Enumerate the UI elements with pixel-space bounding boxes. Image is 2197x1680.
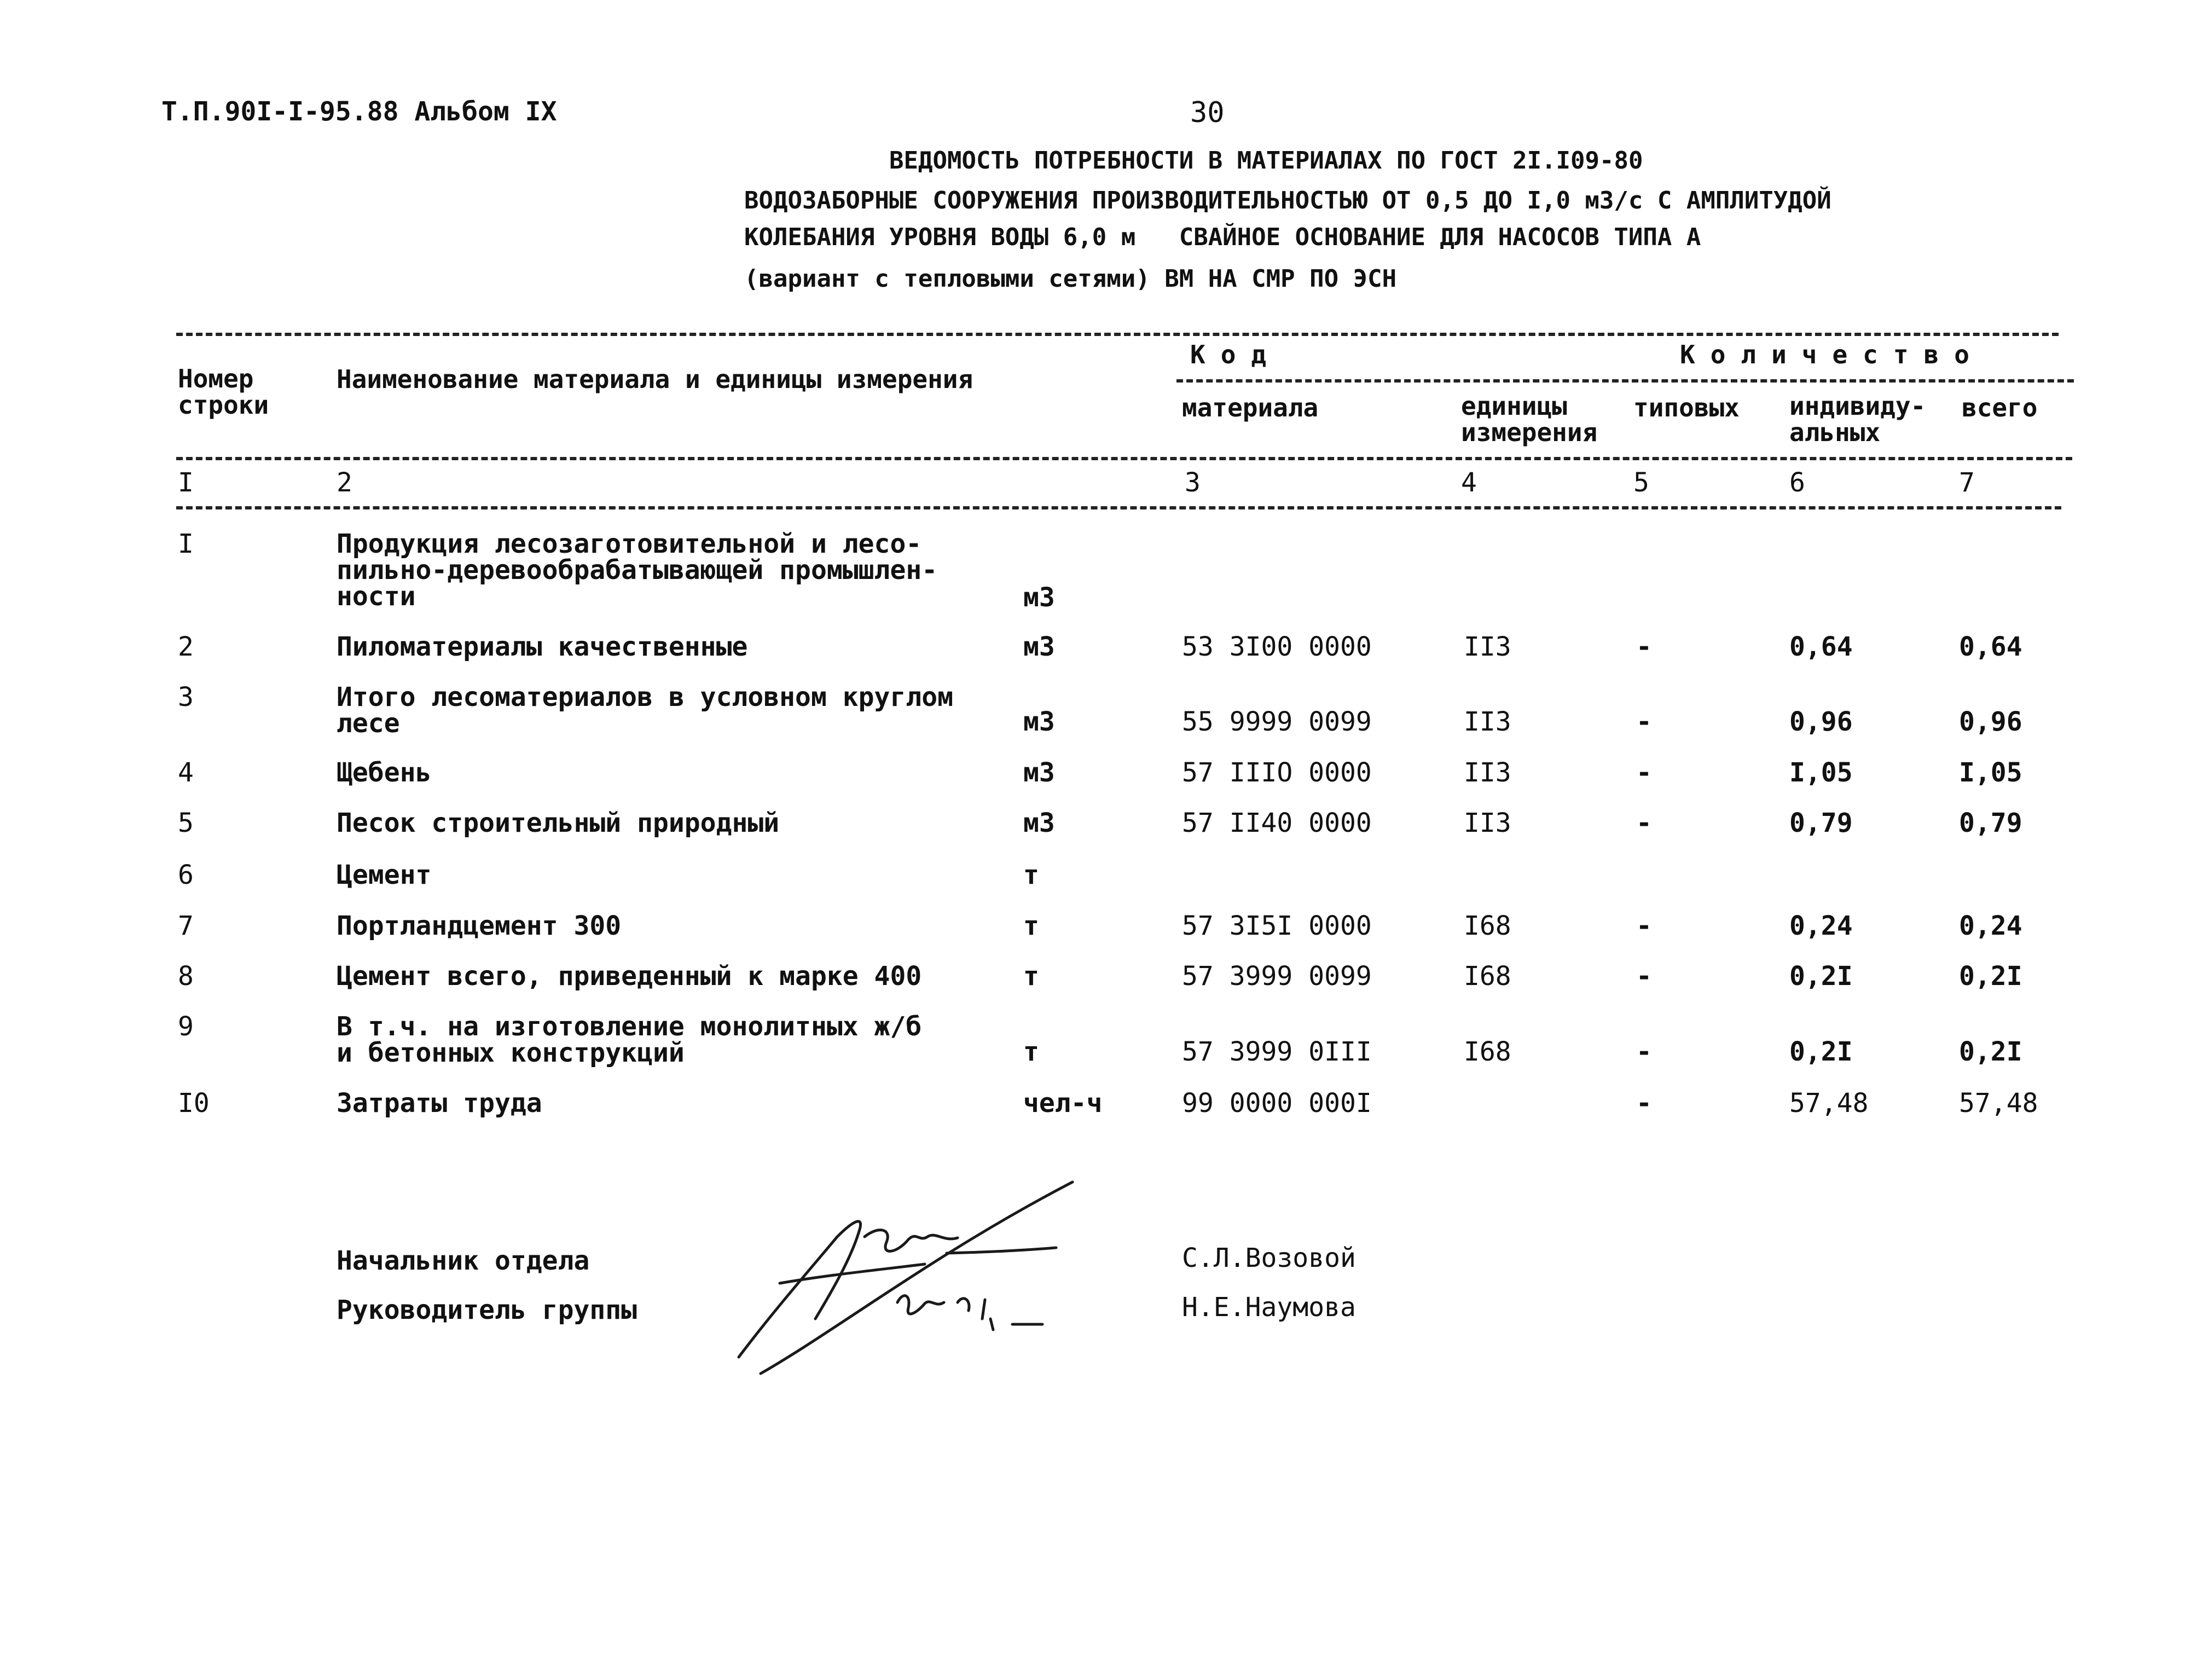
material-name: Песок строительный природный [337, 808, 780, 838]
qty-typical: - [1636, 632, 1652, 662]
header-material-name: Наименование материала и единицы измерения [337, 364, 973, 394]
unit: м3 [1023, 757, 1055, 788]
material-code: 57 3I5I 0000 [1182, 911, 1372, 941]
qty-individual: 0,24 [1789, 911, 1853, 941]
unit: м3 [1023, 632, 1055, 662]
unit-code: I68 [1464, 911, 1511, 941]
column-number-3: 3 [1185, 467, 1201, 498]
qty-total: I,05 [1959, 757, 2022, 788]
row-number: 2 [178, 632, 194, 662]
header-code-group: Код [1190, 340, 1282, 369]
material-name: Продукция лесозаготовительной и лесо- пильно-деревообрабатывающей промышлен- ности [337, 529, 938, 612]
column-number-1: I [178, 467, 194, 498]
unit: м3 [1023, 582, 1055, 613]
material-name: Итого лесоматериалов в условном круглом лесе [337, 682, 954, 739]
column-number-4: 4 [1461, 467, 1477, 498]
material-code: 57 3999 0III [1182, 1036, 1372, 1067]
header-unit-code: единицы измерения [1461, 391, 1598, 447]
qty-typical: - [1636, 706, 1652, 737]
qty-total: 0,96 [1959, 706, 2022, 737]
qty-typical: - [1636, 808, 1652, 838]
material-name: Щебень [337, 757, 432, 788]
table-top-rule [176, 333, 2059, 336]
qty-individual: 0,2I [1789, 1036, 1853, 1067]
handwritten-signature-icon [728, 1177, 1100, 1379]
qty-total: 57,48 [1959, 1088, 2038, 1119]
unit-code: I68 [1464, 961, 1511, 992]
qty-total: 0,24 [1959, 911, 2022, 941]
qty-total: 0,64 [1959, 632, 2022, 662]
page-number: 30 [1190, 96, 1225, 129]
row-number: I [178, 529, 194, 559]
qty-total: 0,2I [1959, 1036, 2022, 1067]
title-line-2: ВОДОЗАБОРНЫЕ СООРУЖЕНИЯ ПРОИЗВОДИТЕЛЬНОСТЬЮ ОТ 0,5 ДО I,0 м3/с С АМПЛИТУДОЙ [744, 187, 1831, 215]
title-line-3: КОЛЕБАНИЯ УРОВНЯ ВОДЫ 6,0 м СВАЙНОЕ ОСНОВАНИЕ ДЛЯ НАСОСОВ ТИПА А [744, 223, 1701, 251]
column-number-7: 7 [1959, 467, 1975, 498]
column-number-rule [176, 506, 2061, 509]
row-number: 9 [178, 1011, 194, 1042]
row-number: I0 [178, 1088, 210, 1119]
column-number-2: 2 [337, 467, 352, 498]
qty-individual: I,05 [1789, 757, 1853, 788]
unit-code: II3 [1464, 757, 1511, 788]
unit-code: II3 [1464, 706, 1511, 737]
qty-total: 0,2I [1959, 961, 2022, 992]
document-reference: Т.П.90I-I-95.88 Альбом IX [161, 96, 557, 127]
material-code: 99 0000 000I [1182, 1088, 1372, 1119]
material-code: 57 IIIO 0000 [1182, 757, 1372, 788]
qty-typical: - [1636, 757, 1652, 788]
unit-code: II3 [1464, 808, 1511, 838]
material-code: 53 3I00 0000 [1182, 632, 1372, 662]
header-bottom-rule [176, 457, 2072, 460]
header-material-code: материала [1182, 393, 1319, 422]
row-number: 4 [178, 757, 194, 788]
row-number: 7 [178, 911, 194, 941]
row-number: 3 [178, 682, 194, 712]
qty-individual: 57,48 [1789, 1088, 1869, 1119]
row-number: 6 [178, 860, 194, 890]
material-name: Цемент всего, приведенный к марке 400 [337, 961, 922, 992]
material-code: 57 3999 0099 [1182, 961, 1372, 992]
signature-role-group-lead: Руководитель группы [337, 1295, 637, 1325]
header-qty-individual: индивиду- альных [1789, 391, 1926, 447]
header-row-number: Номер строки [178, 364, 269, 420]
qty-typical: - [1636, 911, 1652, 941]
material-name: В т.ч. на изготовление монолитных ж/б и бетонных конструкций [337, 1011, 922, 1068]
unit: т [1023, 860, 1039, 890]
title-line-4: (вариант с тепловыми сетями) ВМ НА СМР ПО ЭСН [744, 265, 1397, 293]
material-name: Цемент [337, 860, 432, 890]
qty-typical: - [1636, 961, 1652, 992]
unit-code: II3 [1464, 632, 1511, 662]
qty-total: 0,79 [1959, 808, 2022, 838]
header-quantity-group: Количество [1680, 340, 1985, 369]
row-number: 5 [178, 808, 194, 838]
signature-role-head: Начальник отдела [337, 1245, 590, 1276]
header-qty-typical: типовых [1633, 393, 1740, 422]
material-code: 55 9999 0099 [1182, 706, 1372, 737]
material-name: Затраты труда [337, 1088, 542, 1119]
header-qty-total: всего [1962, 393, 2038, 422]
unit: т [1023, 1036, 1039, 1067]
unit: м3 [1023, 706, 1055, 737]
qty-typical: - [1636, 1036, 1652, 1067]
signatory-name-group-lead: Н.Е.Наумова [1182, 1292, 1356, 1323]
row-number: 8 [178, 961, 194, 992]
unit-code: I68 [1464, 1036, 1511, 1067]
qty-individual: 0,79 [1789, 808, 1853, 838]
group-header-rule [1176, 379, 2074, 383]
material-name: Портландцемент 300 [337, 911, 622, 941]
material-code: 57 II40 0000 [1182, 808, 1372, 838]
unit: т [1023, 961, 1039, 992]
column-number-6: 6 [1789, 467, 1805, 498]
unit: чел-ч [1023, 1088, 1103, 1119]
qty-individual: 0,64 [1789, 632, 1853, 662]
unit: т [1023, 911, 1039, 941]
column-number-5: 5 [1633, 467, 1649, 498]
signatory-name-head: С.Л.Возовой [1182, 1243, 1356, 1273]
qty-individual: 0,96 [1789, 706, 1853, 737]
title-line-1: ВЕДОМОСТЬ ПОТРЕБНОСТИ В МАТЕРИАЛАХ ПО ГОСТ 2I.I09-80 [889, 147, 1643, 175]
qty-typical: - [1636, 1088, 1652, 1119]
material-name: Пиломатериалы качественные [337, 632, 748, 662]
qty-individual: 0,2I [1789, 961, 1853, 992]
unit: м3 [1023, 808, 1055, 838]
